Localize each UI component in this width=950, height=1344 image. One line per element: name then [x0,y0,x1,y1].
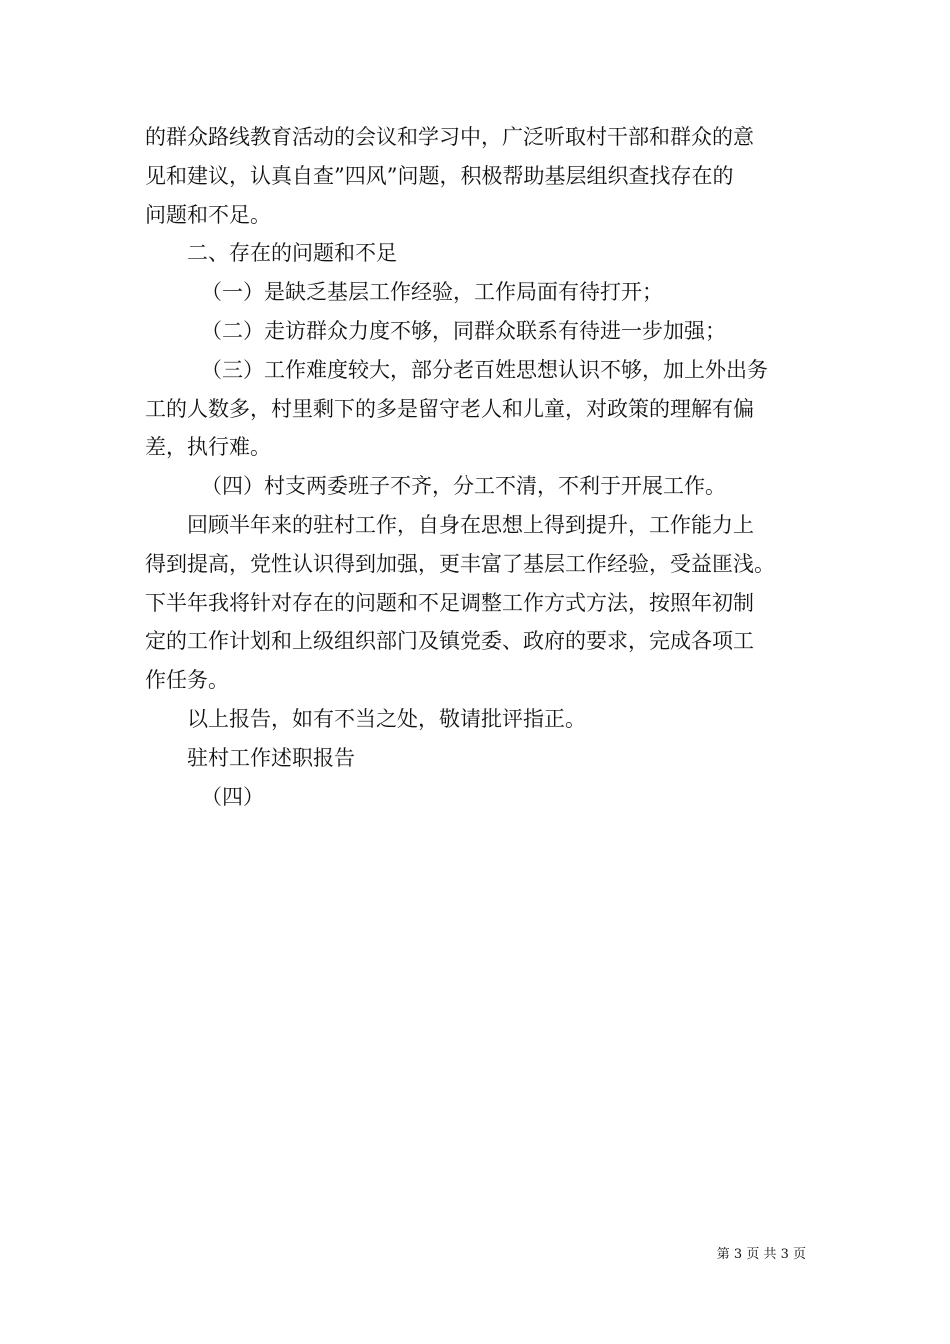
body-line: 工的人数多，村里剩下的多是留守老人和儿童，对政策的理解有偏 [145,396,754,421]
body-line: 回顾半年来的驻村工作，自身在思想上得到提升，工作能力上 [187,512,754,537]
next-document-subtitle: （四） [201,784,264,809]
body-line: 定的工作计划和上级组织部门及镇党委、政府的要求，完成各项工 [145,629,754,654]
document-body [145,118,813,816]
list-item: （四）村支两委班子不齐，分工不清，不利于开展工作。 [201,474,726,499]
list-item: （三）工作难度较大，部分老百姓思想认识不够，加上外出务 [201,357,768,382]
body-line: 差，执行难。 [145,435,271,460]
list-item: （一）是缺乏基层工作经验，工作局面有待打开； [201,280,663,305]
body-line: 问题和不足。 [145,202,271,227]
next-document-title: 驻村工作述职报告 [187,745,355,770]
closing-line: 以上报告，如有不当之处，敬请批评指正。 [187,706,586,731]
body-line: 得到提高，党性认识得到加强，更丰富了基层工作经验，受益匪浅。 [145,551,775,576]
body-line: 的群众路线教育活动的会议和学习中，广泛听取村干部和群众的意 [145,125,754,149]
body-line: 见和建议，认真自查”四风”问题，积极帮助基层组织查找存在的 [145,163,734,188]
body-line: 下半年我将针对存在的问题和不足调整工作方式方法，按照年初制 [145,590,754,615]
body-line: 作任务。 [145,668,229,693]
section-heading: 二、存在的问题和不足 [187,241,397,266]
list-item: （二）走访群众力度不够，同群众联系有待进一步加强； [201,318,726,343]
page-number: 第 3 页 共 3 页 [716,1247,806,1262]
